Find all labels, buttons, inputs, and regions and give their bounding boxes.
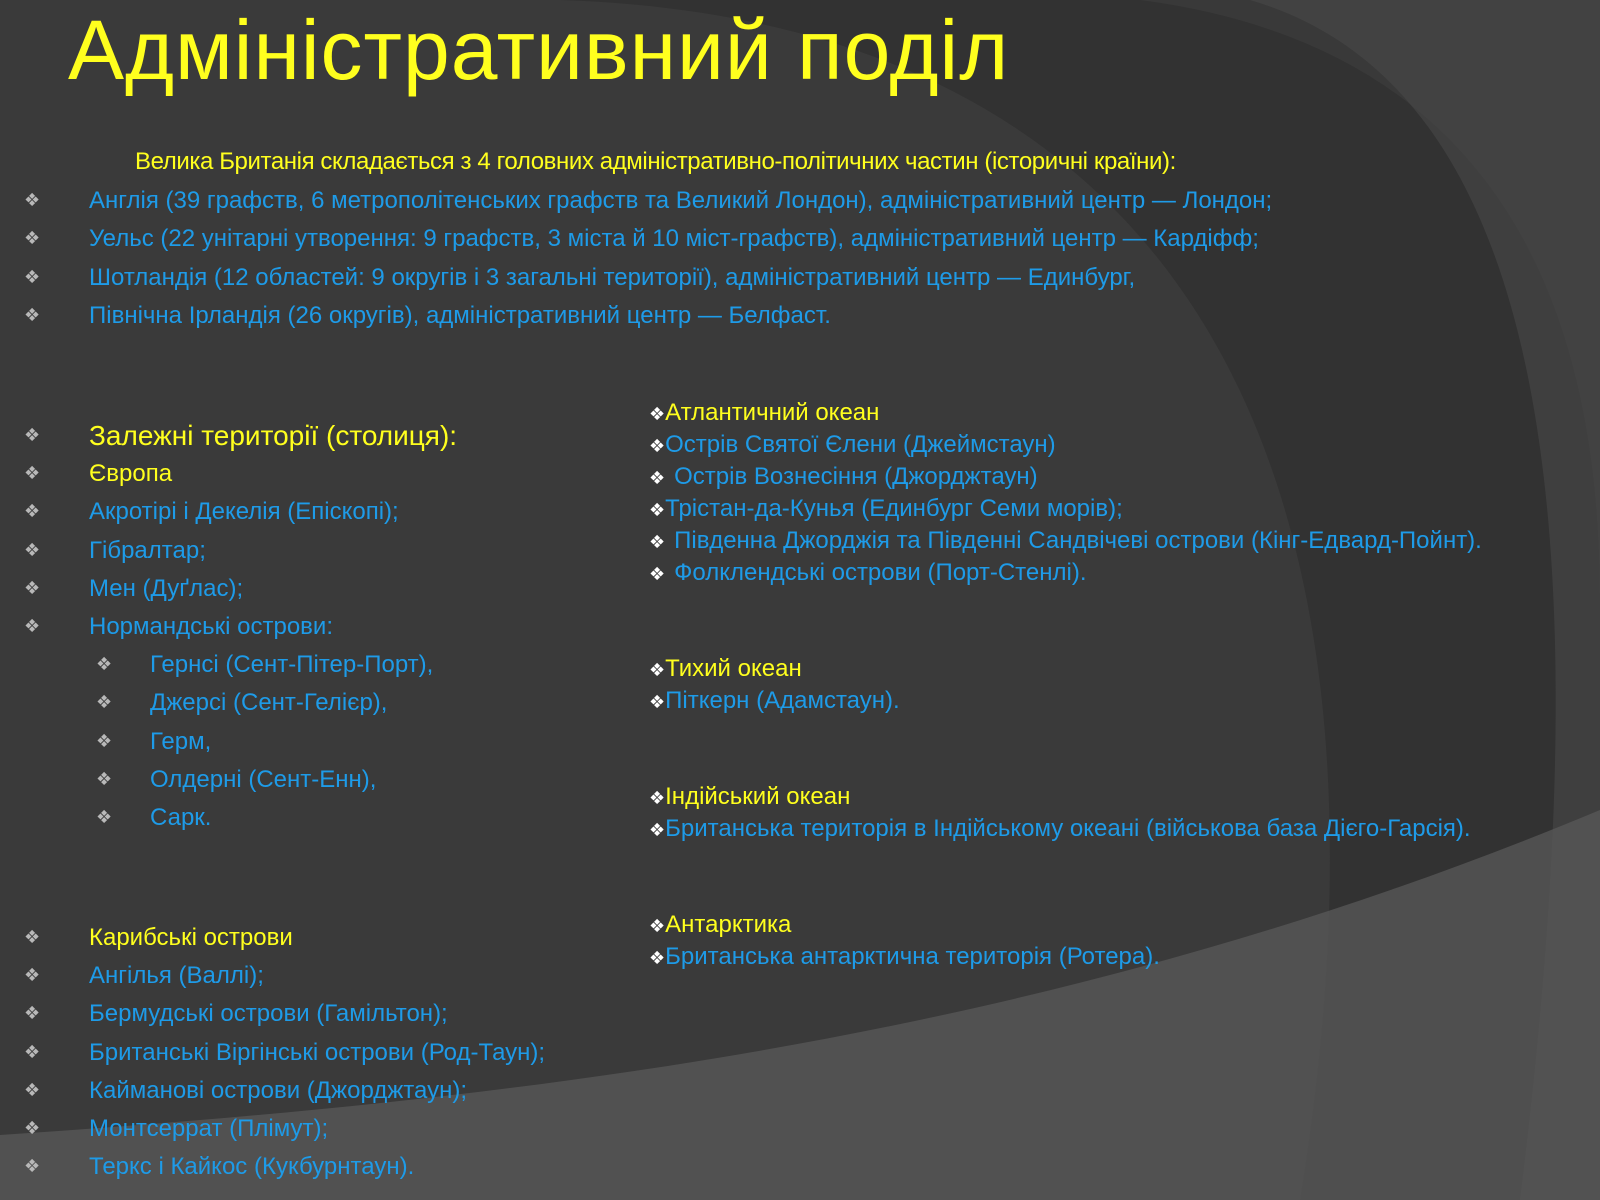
bullet-icon: ❖ bbox=[24, 266, 41, 288]
bullet-icon: ❖ bbox=[24, 463, 41, 485]
bullet-icon: ❖ bbox=[24, 501, 41, 523]
section-heading: ❖ Карибські острови bbox=[0, 919, 545, 957]
section-heading: ❖Атлантичний океан bbox=[649, 399, 880, 426]
dependent-europe-list bbox=[0, 417, 457, 837]
intro-text: Велика Британія складається з 4 головних адміністративно-політичних частин (історичні країни): bbox=[135, 148, 1176, 175]
list-item: ❖ Ангілья (Валлі); bbox=[0, 957, 545, 995]
pacific-group bbox=[649, 653, 900, 717]
list-item: ❖ Шотландія (12 областей: 9 округів і 3 загальні території), адміністративний центр — Единбург, bbox=[0, 259, 1272, 297]
antarctica-group bbox=[649, 909, 1160, 973]
bullet-icon: ❖ bbox=[24, 190, 41, 211]
uk-parts-list bbox=[0, 182, 1272, 335]
section-heading: ❖ Європа bbox=[0, 455, 457, 493]
bullet-icon: ❖ bbox=[24, 539, 41, 561]
list-item: ❖ Гібралтар; bbox=[0, 532, 457, 570]
bullet-icon: ❖ bbox=[649, 500, 666, 521]
list-item: ❖ Англія (39 графств, 6 метрополітенських графств та Великий Лондон), адміністративний центр — Лондон; bbox=[0, 182, 1272, 220]
list-item: ❖Британська антарктична територія (Ротера). bbox=[649, 943, 1160, 970]
list-item: ❖ Південна Джорджія та Південні Сандвічеві острови (Кінг-Едвард-Пойнт). bbox=[649, 527, 1482, 554]
list-item: ❖ Сарк. bbox=[0, 799, 457, 837]
bullet-icon: ❖ bbox=[24, 1117, 41, 1139]
bullet-icon: ❖ bbox=[649, 532, 666, 553]
list-item: ❖Трістан-да-Кунья (Единбург Семи морів); bbox=[649, 495, 1123, 522]
bullet-icon: ❖ bbox=[649, 404, 666, 425]
list-item: ❖Піткерн (Адамстаун). bbox=[649, 687, 900, 714]
bullet-icon: ❖ bbox=[24, 927, 41, 948]
list-item: ❖ Кайманові острови (Джорджтаун); bbox=[0, 1072, 545, 1110]
bullet-icon: ❖ bbox=[649, 468, 666, 489]
bullet-icon: ❖ bbox=[96, 730, 113, 752]
list-item: ❖ Бермудські острови (Гамільтон); bbox=[0, 995, 545, 1033]
bullet-icon: ❖ bbox=[96, 654, 113, 676]
list-item: ❖Острів Святої Єлени (Джеймстаун) bbox=[649, 431, 1056, 458]
list-item: ❖ Нормандські острови: bbox=[0, 608, 457, 646]
list-item: ❖ Північна Ірландія (26 округів), адміністративний центр — Белфаст. bbox=[0, 297, 1272, 335]
bullet-icon: ❖ bbox=[24, 1003, 41, 1025]
list-item: ❖ Джерсі (Сент-Гелієр), bbox=[0, 684, 457, 722]
list-item: ❖ Гернсі (Сент-Пітер-Порт), bbox=[0, 646, 457, 684]
section-heading: ❖Антарктика bbox=[649, 911, 792, 938]
list-item: ❖ Фолклендські острови (Порт-Стенлі). bbox=[649, 559, 1087, 586]
list-item: ❖ Уельс (22 унітарні утворення: 9 графств, 3 міста й 10 міст-графств), адміністративний центр — Кардіфф; bbox=[0, 220, 1272, 258]
slide-title: Адміністративний поділ bbox=[68, 3, 1010, 97]
bullet-icon: ❖ bbox=[649, 692, 666, 713]
list-item: ❖ Олдерні (Сент-Енн), bbox=[0, 761, 457, 799]
list-item: ❖ Герм, bbox=[0, 723, 457, 761]
section-heading: ❖Тихий океан bbox=[649, 655, 802, 682]
bullet-icon: ❖ bbox=[24, 425, 41, 446]
bullet-icon: ❖ bbox=[649, 948, 666, 969]
bullet-icon: ❖ bbox=[649, 436, 666, 457]
bullet-icon: ❖ bbox=[649, 660, 666, 681]
section-heading: ❖ Залежні території (столиця): bbox=[0, 417, 457, 455]
list-item: ❖ Мен (Дуґлас); bbox=[0, 570, 457, 608]
bullet-icon: ❖ bbox=[96, 768, 113, 790]
list-item: ❖ Акротірі і Декелія (Епіскопі); bbox=[0, 493, 457, 531]
bullet-icon: ❖ bbox=[24, 615, 41, 637]
list-item: ❖ Острів Вознесіння (Джорджтаун) bbox=[649, 463, 1038, 490]
bullet-icon: ❖ bbox=[24, 304, 41, 326]
bullet-icon: ❖ bbox=[96, 692, 113, 714]
list-item: ❖ Британські Віргінські острови (Род-Таун); bbox=[0, 1034, 545, 1072]
bullet-icon: ❖ bbox=[24, 228, 41, 250]
bullet-icon: ❖ bbox=[649, 788, 666, 809]
indian-group bbox=[649, 781, 1471, 845]
bullet-icon: ❖ bbox=[649, 564, 666, 585]
bullet-icon: ❖ bbox=[24, 577, 41, 599]
bullet-icon: ❖ bbox=[649, 820, 666, 841]
bullet-icon: ❖ bbox=[24, 1079, 41, 1101]
section-heading: ❖Індійський океан bbox=[649, 783, 851, 810]
bullet-icon: ❖ bbox=[96, 806, 113, 828]
bullet-icon: ❖ bbox=[24, 1156, 41, 1178]
atlantic-group bbox=[649, 397, 1482, 589]
list-item: ❖Британська територія в Індійському океані (військова база Дієго-Гарсія). bbox=[649, 815, 1471, 842]
bullet-icon: ❖ bbox=[24, 965, 41, 987]
bullet-icon: ❖ bbox=[649, 916, 666, 937]
caribbean-list bbox=[0, 919, 545, 1186]
list-item: ❖ Теркс і Кайкос (Кукбурнтаун). bbox=[0, 1148, 545, 1186]
bullet-icon: ❖ bbox=[24, 1041, 41, 1063]
list-item: ❖ Монтсеррат (Плімут); bbox=[0, 1110, 545, 1148]
